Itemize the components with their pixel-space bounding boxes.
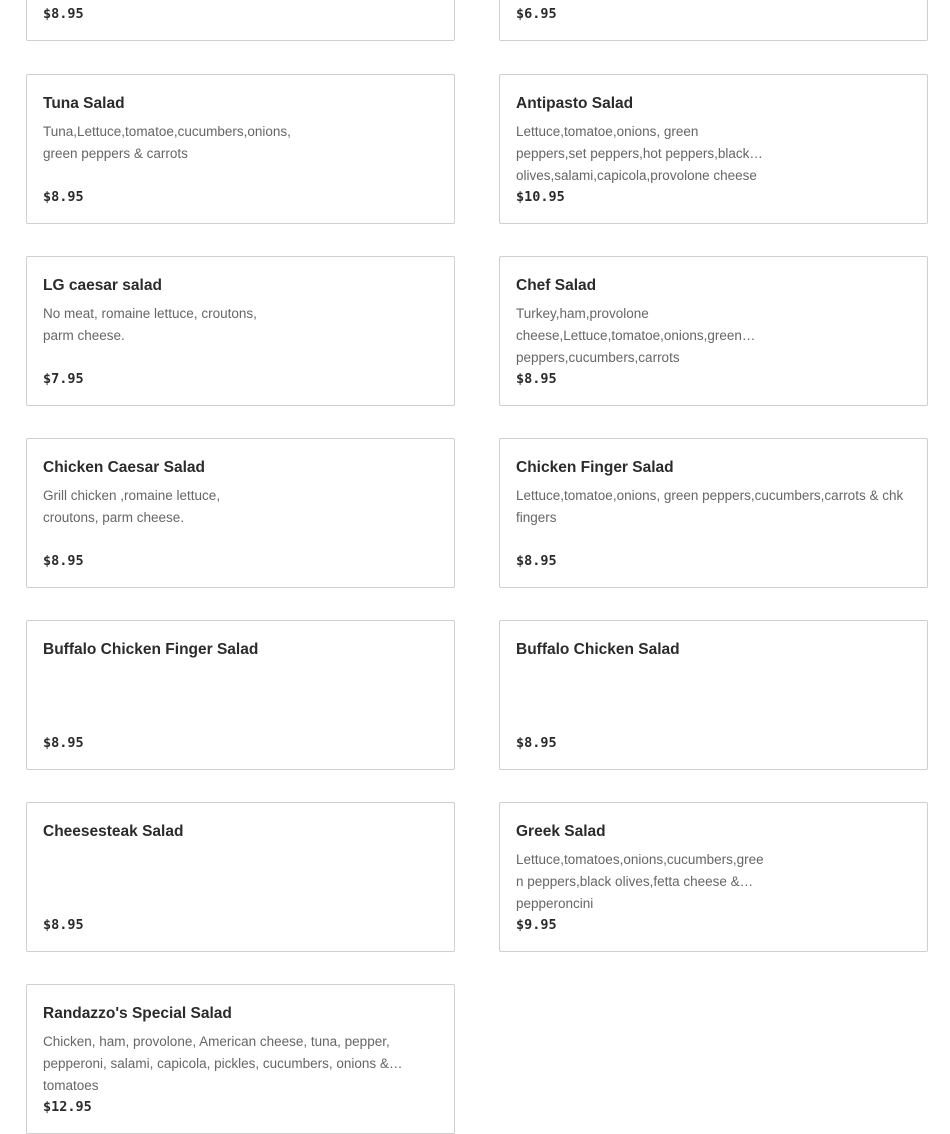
menu-item-description: Chicken, ham, provolone, American cheese, tuna, pepper, pepperoni, salami, capicola, pickles, cucumbers, onions & tomatoes [43,1034,390,1093]
menu-item-price: $8.95 [43,553,84,569]
menu-item-description: Grill chicken ,romaine lettuce, croutons, parm cheese. [43,488,221,525]
menu-item-name: Chef Salad [516,277,597,294]
menu-item-price: $12.95 [43,1099,92,1115]
menu-item-description: Lettuce,tomatoe,onions, green peppers,cucumbers,carrots & chk fingers [516,488,904,525]
menu-item-price: $8.95 [516,371,557,387]
menu-item-name: Chicken Caesar Salad [43,459,205,476]
menu-item-description: Turkey,ham,provolone cheese,Lettuce,tomatoe,onions,green peppers,cucumbers,carrots [516,306,742,365]
menu-item-description: Tuna,Lettuce,tomatoe,cucumbers,onions,green peppers & carrots [43,124,291,161]
menu-item-name: Randazzo's Special Salad [43,1005,232,1022]
menu-item-name: Buffalo Chicken Finger Salad [43,641,259,658]
menu-item-card[interactable] [499,0,928,41]
menu-item-price: $8.95 [43,917,84,933]
menu-item-card[interactable] [499,74,928,224]
menu-item-price: $10.95 [516,189,565,205]
menu-item-price: $8.95 [43,189,84,205]
menu-item-card[interactable] [26,74,455,224]
menu-item-card[interactable] [26,620,455,770]
menu-item-name: LG caesar salad [43,277,162,294]
menu-item-description: Lettuce,tomatoe,onions, green peppers,set peppers,hot peppers,black olives,salami,capicola,provolone cheese [516,124,757,183]
menu-item-card[interactable] [26,438,455,588]
menu-item-price: $8.95 [516,553,557,569]
menu-item-card[interactable] [26,0,455,41]
menu-item-name: Antipasto Salad [516,95,634,112]
menu-item-card[interactable] [499,620,928,770]
menu-item-name: Chicken Finger Salad [516,459,674,476]
menu-item-price: $9.95 [516,917,557,933]
menu-item-card[interactable] [26,256,455,406]
menu-item-price: $8.95 [516,735,557,751]
menu-item-name: Tuna Salad [43,95,125,112]
menu-item-name: Buffalo Chicken Salad [516,641,680,658]
menu-item-description: Lettuce,tomatoes,onions,cucumbers,green peppers,black olives,fetta cheese & pepperoncini [516,852,764,911]
menu-item-name: Cheesesteak Salad [43,823,184,840]
menu-item-card[interactable] [499,438,928,588]
menu-item-price: $7.95 [43,371,84,387]
menu-item-name: Greek Salad [516,823,606,840]
menu-item-description: No meat, romaine lettuce, croutons, parm cheese. [43,306,257,343]
menu-item-price: $8.95 [43,6,84,22]
menu-item-card[interactable] [26,984,455,1134]
menu-item-card[interactable] [499,802,928,952]
menu-item-card[interactable] [499,256,928,406]
menu-item-price: $8.95 [43,735,84,751]
menu-item-card[interactable] [26,802,455,952]
menu-item-price: $6.95 [516,6,557,22]
